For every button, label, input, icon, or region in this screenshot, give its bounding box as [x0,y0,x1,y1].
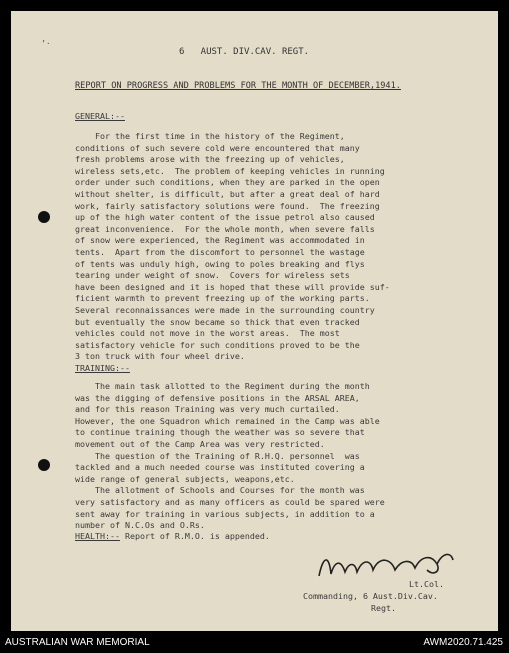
training-line: movement out of the Camp Area was very restricted. [75,438,325,449]
unit-heading: 6 AUST. DIV.CAV. REGT. [179,47,310,57]
general-line: tents. Apart from the discomfort to personnel the wastage [75,246,365,257]
punch-hole-bottom [38,459,50,471]
general-line: without shelter, is difficult, but after a great deal of hard [75,188,380,199]
training-line: to continue training though the weather was so severe that [75,427,365,438]
section-training-body [75,381,385,532]
general-line: fresh problems arose with the freezing up of vehicles, [75,154,345,165]
general-line: but eventually the snow became so thick that even tracked [75,316,360,327]
general-line: For the first time in the history of the Regiment, [75,131,345,141]
general-line: up of the high water content of the issue petrol also caused [75,212,375,223]
general-line: great inconvenience. For the whole month, when severe falls [75,223,375,234]
footer-reference: AWM2020.71.425 [423,637,503,648]
signature-rank: Lt.Col. [409,579,444,589]
general-line: 3 ton truck with four wheel drive. [75,351,245,362]
training-line: wide range of general subjects, weapons,etc. [75,473,295,484]
punch-hole-top [38,211,50,223]
training-line: number of N.C.Os and O.Rs. [75,520,205,531]
training-line: However, the one Squadron which remained in the Camp was able [75,415,380,426]
training-line: sent away for training in various subjects, in addition to a [75,508,375,519]
signature-regt: Regt. [371,603,396,613]
general-line: have been designed and it is hoped that these will provide suf- [75,281,390,292]
section-training-label: TRAINING:-- [75,363,130,373]
section-health [75,531,270,543]
training-line: The main task allotted to the Regiment during the month [75,381,370,391]
general-line: order under such conditions, when they are parked in the open [75,177,380,188]
signature-commanding: Commanding, 6 Aust.Div.Cav. [303,591,438,601]
section-general-label: GENERAL:-- [75,111,125,121]
section-health-text: Report of R.M.O. is appended. [119,531,270,541]
general-line: of snow were experienced, the Regiment was accommodated in [75,235,365,246]
report-title: REPORT ON PROGRESS AND PROBLEMS FOR THE MONTH OF DECEMBER,1941. [75,81,401,91]
training-line: The question of the Training of R.H.Q. personnel was [75,450,360,461]
training-line: and for this reason Training was very much curtailed. [75,404,340,415]
general-line: satisfactory vehicle for such conditions proved to be the [75,339,360,350]
training-line: tackled and a much needed course was instituted covering a [75,462,365,473]
section-general-body [75,131,390,363]
general-line: tearing under weight of snow. Covers for wireless sets [75,270,350,281]
training-line: was the digging of defensive positions in the ARSAL AREA, [75,392,360,403]
general-line: work, fairly satisfactory solutions were found. The freezing [75,200,380,211]
general-line: wireless sets,etc. The problem of keeping vehicles in running [75,165,385,176]
general-line: Several reconnaissances were made in the surrounding country [75,304,375,315]
footer-institution: AUSTRALIAN WAR MEMORIAL [5,637,150,648]
training-line: The allotment of Schools and Courses for the month was [75,485,365,496]
general-line: ficient warmth to prevent freezing up of the working parts. [75,293,370,304]
archive-footer [0,631,509,653]
training-line: very satisfactory and as many officers as could be spared were [75,496,385,507]
general-line: conditions of such severe cold were encountered that many [75,142,360,153]
general-line: of tents was unduly high, owing to poles breaking and flys [75,258,365,269]
general-line: vehicles could not move in the worst areas. The most [75,328,340,339]
document-page [11,11,498,631]
margin-pencil-mark: ’· [41,39,51,48]
section-health-label: HEALTH:-- [75,531,120,541]
